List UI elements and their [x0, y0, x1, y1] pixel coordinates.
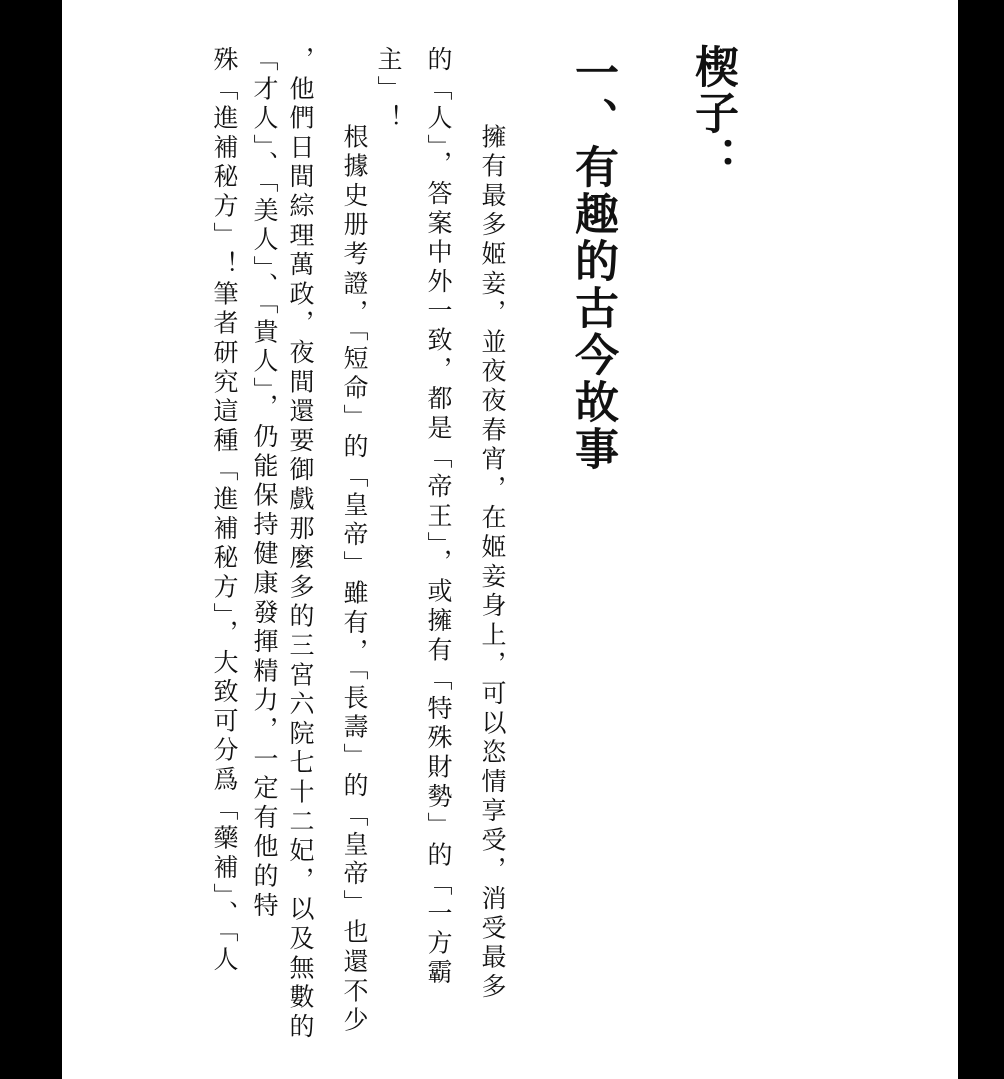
- book-page: [62, 0, 958, 1079]
- body-line-1: 擁有最多姬妾，並夜夜春宵，在姬妾身上，可以恣情享受，消受最多: [478, 94, 507, 1003]
- body-line-3: 主」！: [374, 46, 403, 134]
- body-line-6: 「才人」、「美人」、「貴人」，仍能保持健康發揮精力，一定有他的特: [250, 46, 279, 922]
- body-line-5: ，他們日間綜理萬政，夜間還要御戲那麼多的三宮六院七十二妃，以及無數的: [286, 46, 315, 1043]
- chapter-title: 一、有趣的古今故事: [567, 50, 618, 473]
- body-line-2: 的「人」，答案中外一致，都是「帝王」，或擁有「特殊財勢」的「一方霸: [424, 46, 453, 988]
- body-line-7: 殊「進補秘方」！筆者研究這種「進補秘方」，大致可分爲「藥補」、「人: [210, 46, 239, 976]
- chapter-heading: 楔子：: [687, 44, 738, 182]
- body-line-4: 根據史册考證，「短命」的「皇帝」雖有，「長壽」的「皇帝」也還不少: [340, 94, 369, 1036]
